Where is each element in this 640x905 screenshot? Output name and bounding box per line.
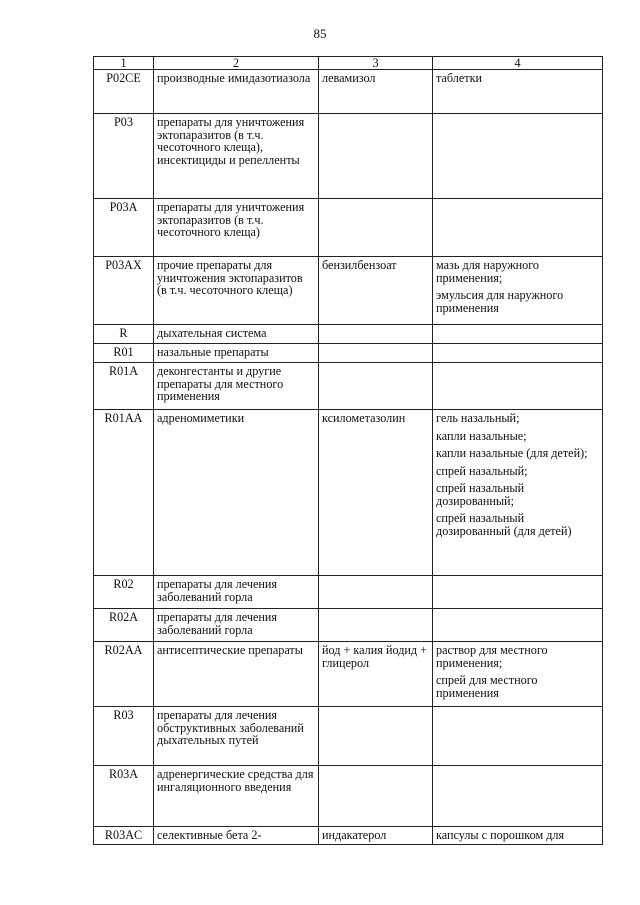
table-row: [94, 70, 603, 114]
group-cell: антисептические препараты: [154, 642, 319, 707]
group-cell: селективные бета 2-: [154, 827, 319, 845]
table-row: [94, 609, 603, 642]
group-cell: адренергические средства для ингаляционного введения: [154, 766, 319, 827]
atc-code-cell: R02: [94, 576, 154, 609]
table-row: [94, 257, 603, 325]
dosage-form: капли назальные;: [436, 428, 527, 443]
group-cell: препараты для лечения заболеваний горла: [154, 576, 319, 609]
drug-cell: [319, 609, 433, 642]
column-header-4: 4: [433, 57, 603, 70]
dosage-form: спрей назальный дозированный;: [436, 481, 525, 508]
group-cell: производные имидазотиазола: [154, 70, 319, 114]
group-cell: препараты для уничтожения эктопаразитов (в т.ч. чесоточного клеща): [154, 199, 319, 257]
group-cell: прочие препараты для уничтожения эктопаразитов (в т.ч. чесоточного клеща): [154, 257, 319, 325]
drug-cell: бензилбензоат: [319, 257, 433, 325]
forms-cell: [433, 642, 603, 707]
atc-code-cell: R03AC: [94, 827, 154, 845]
group-cell: препараты для лечения заболеваний горла: [154, 609, 319, 642]
drug-table: [93, 56, 603, 845]
forms-cell: [433, 114, 603, 199]
drug-cell: йод + калия йодид + глицерол: [319, 642, 433, 707]
table-row: [94, 344, 603, 363]
column-header-3: 3: [319, 57, 433, 70]
dosage-form: мазь для наружного применения;: [436, 258, 540, 285]
dosage-form: эмульсия для наружного применения: [436, 288, 564, 315]
group-cell: назальные препараты: [154, 344, 319, 363]
group-cell: деконгестанты и другие препараты для местного применения: [154, 363, 319, 410]
atc-code-cell: R02A: [94, 609, 154, 642]
dosage-form: капли назальные (для детей);: [436, 446, 588, 460]
column-header-2: 2: [154, 57, 319, 70]
dosage-form: капсулы с порошком для: [436, 828, 565, 842]
forms-cell: [433, 410, 603, 576]
drug-cell: [319, 576, 433, 609]
atc-code-cell: P03: [94, 114, 154, 199]
forms-cell: [433, 70, 603, 114]
drug-cell: [319, 363, 433, 410]
table-row: [94, 325, 603, 344]
table-row: [94, 576, 603, 609]
forms-cell: [433, 576, 603, 609]
group-cell: препараты для уничтожения эктопаразитов (в т.ч. чесоточного клеща), инсектициды и репелленты: [154, 114, 319, 199]
dosage-form: спрей назальный;: [436, 463, 528, 478]
drug-cell: ксилометазолин: [319, 410, 433, 576]
drug-cell: [319, 344, 433, 363]
atc-code-cell: P02CE: [94, 70, 154, 114]
group-cell: препараты для лечения обструктивных заболеваний дыхательных путей: [154, 707, 319, 766]
atc-code-cell: P03AX: [94, 257, 154, 325]
header-row: [94, 57, 603, 70]
atc-code-cell: P03A: [94, 199, 154, 257]
column-header-1: 1: [94, 57, 154, 70]
drug-cell: [319, 766, 433, 827]
drug-cell: индакатерол: [319, 827, 433, 845]
atc-code-cell: R02AA: [94, 642, 154, 707]
atc-code-cell: R03A: [94, 766, 154, 827]
forms-cell: [433, 344, 603, 363]
forms-cell: [433, 827, 603, 845]
forms-cell: [433, 609, 603, 642]
atc-code-cell: R01AA: [94, 410, 154, 576]
dosage-form: раствор для местного применения;: [436, 643, 548, 670]
table-row: [94, 363, 603, 410]
atc-code-cell: R: [94, 325, 154, 344]
group-cell: адреномиметики: [154, 410, 319, 576]
dosage-form: таблетки: [436, 71, 483, 85]
drug-cell: [319, 114, 433, 199]
forms-cell: [433, 199, 603, 257]
atc-code-cell: R03: [94, 707, 154, 766]
forms-cell: [433, 257, 603, 325]
forms-cell: [433, 707, 603, 766]
table-row: [94, 642, 603, 707]
drug-cell: [319, 325, 433, 344]
dosage-form: гель назальный;: [436, 411, 520, 425]
dosage-form: спрей назальный дозированный (для детей): [436, 511, 572, 538]
table-row: [94, 827, 603, 845]
drug-cell: левамизол: [319, 70, 433, 114]
drug-cell: [319, 199, 433, 257]
forms-cell: [433, 363, 603, 410]
atc-code-cell: R01: [94, 344, 154, 363]
atc-code-cell: R01A: [94, 363, 154, 410]
table-row: [94, 114, 603, 199]
table-row: [94, 199, 603, 257]
forms-cell: [433, 766, 603, 827]
forms-cell: [433, 325, 603, 344]
table-row: [94, 410, 603, 576]
page-number: 85: [313, 26, 327, 41]
table-row: [94, 766, 603, 827]
drug-cell: [319, 707, 433, 766]
dosage-form: спрей для местного применения: [436, 673, 538, 700]
group-cell: дыхательная система: [154, 325, 319, 344]
table-row: [94, 707, 603, 766]
